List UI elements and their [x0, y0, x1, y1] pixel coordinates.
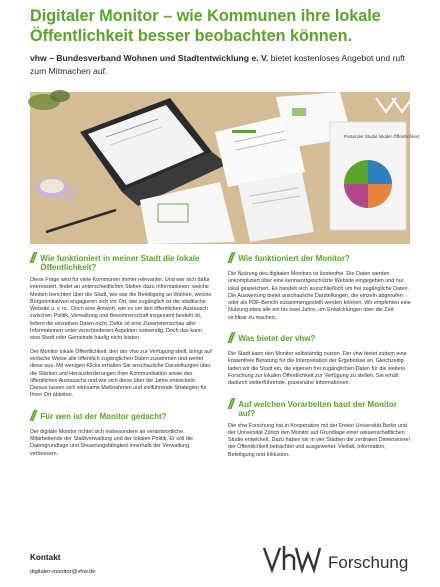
brochure-title: Portal der Studie lokaler Öffentlichkeit: [344, 134, 420, 139]
slash-icon: //: [30, 250, 35, 267]
hero-photo: [30, 92, 420, 244]
vhw-logo-icon: [264, 546, 320, 570]
vhw-forschung-logo: [262, 544, 422, 576]
paragraph: Der Monitor lokale Öffentlichkeit, den der vhw zur Verfügung stellt, bringt auf einfache Weise alle öffentlich zugänglichen Daten zusammen und wertet diese aus. Mit wenigen Klicks erhalten Sie anschauliche Darstellungen über die Stärken und Herausforderungen Ihrer Kommunikation sowie des öffentlichen Austauschs und wie sich diese über die Jahre entwickeln. Daraus lassen sich wirksame Maßnahmen und zielführende Strategien für Ihren Ort ableiten.: [30, 348, 212, 399]
right-column: [228, 252, 411, 465]
section-title: Was bietet der vhw?: [238, 334, 316, 344]
intro-org: vhw – Bundesverband Wohnen und Stadtentwicklung e. V.: [30, 53, 269, 63]
paragraph: Die Stadt kann den Monitor selbständig nutzen. Der vhw bietet zudem eine kostenfreie Beratung für die Interpretation der Ergebnisse an. Gleichzeitig laden wir die Stadt ein, die eigenen frei zugänglichen Daten für die weitere Forschung zur lokalen Öffentlichkeit zur Verfügung zu stellen. Sie erhält dadurch weiterführende, praxisnahe Informationen.: [228, 351, 407, 387]
paragraph: Diese Frage wird für viele Kommunen immer relevanter. Und wer sich dafür interessiert, findet an unterschiedlichen Stellen dazu Informationen: welche Medien berichten über die Stadt, wie war die Beteiligung an Wahlen, welche Bürgerinitiativen engagieren sich vor Ort, wie zugänglich ist die städtische Website u. v. m.. Doch eine Antwort, wie es um den öffentlichen Austausch zwischen Politik, Verwaltung und Bewohnerschaft insgesamt bestellt ist, liefern die einzelnen Daten nicht. Dafür ist eine Zusammenschau aller Informationen unter verschiedenen Aspekten notwendig. Doch das kann eine Stadt oder Gemeinde häufig nicht leisten.: [30, 277, 212, 342]
section: [30, 252, 213, 400]
intro-text: [30, 52, 420, 78]
logo-text: Forschung: [328, 553, 409, 572]
paragraph: Die vhw Forschung hat in Kooperation mit der Freien Universität Berlin und der Universität Zürich den Monitor auf Grundlage einer wissenschaftlichen Studie entwickelt. Dazu haben wir in vier Städten die zentralen Dimensionen der Öffentlichkeit betrachtet und ausgewertet: Vielfalt, Information, Beteiligung und Inklusion.: [228, 422, 411, 458]
paragraph: Der digitale Monitor richtet sich insbesondere an verantwortliche Mitarbeitende der Stadtverwaltung und der lokalen Politik. Er soll die Datengrundlage und Steuerungsfähigkeit innerhalb der Verwaltung verbessern.: [30, 428, 194, 457]
slash-icon: //: [228, 395, 233, 413]
section: [228, 252, 411, 322]
section-title: Wie funktioniert in meiner Stadt die lokale Öffentlichkeit?: [40, 254, 200, 272]
left-column: [30, 252, 213, 464]
contact-email-link[interactable]: digitaler-monitor@vhw.de: [30, 569, 96, 575]
headline: Digitaler Monitor – wie Kommunen ihre lokale Öffentlichkeit besser beobachten können.: [30, 7, 381, 45]
slash-icon: //: [30, 407, 35, 425]
paragraph: Die Nutzung des digitalen Monitors ist kostenfrei. Die Daten werden unkompliziert über eine kennwortgeschützte Website eingegeben und nur lokal gespeichert. Es handelt sich ausschließlich um frei zugängliche Daten. Die Auswertung bietet anschauliche Darstellungen, die einzeln abgerufen oder als PDF-Bericht zusammengestellt werden können. Wir empfehlen eine Nutzung etwa alle ein bis zwei Jahre, um Entwicklungen über die Zeit sichtbar zu machen.: [228, 271, 411, 321]
section: [30, 407, 213, 458]
section-title: Wie funktioniert der Monitor?: [238, 254, 350, 263]
desk-illustration: [30, 92, 420, 244]
section: [228, 395, 411, 459]
section: [228, 332, 411, 387]
section-title: Für wen ist der Monitor gedacht?: [40, 411, 167, 421]
contact-heading: Kontakt: [30, 553, 61, 562]
slash-icon: //: [228, 250, 233, 267]
intro-rest: bietet kostenloses Angebot und ruft zum Mitmachen auf.: [30, 53, 405, 76]
section-title: Auf welchen Vorarbeiten baut der Monitor auf?: [238, 399, 397, 418]
slash-icon: //: [228, 330, 233, 348]
